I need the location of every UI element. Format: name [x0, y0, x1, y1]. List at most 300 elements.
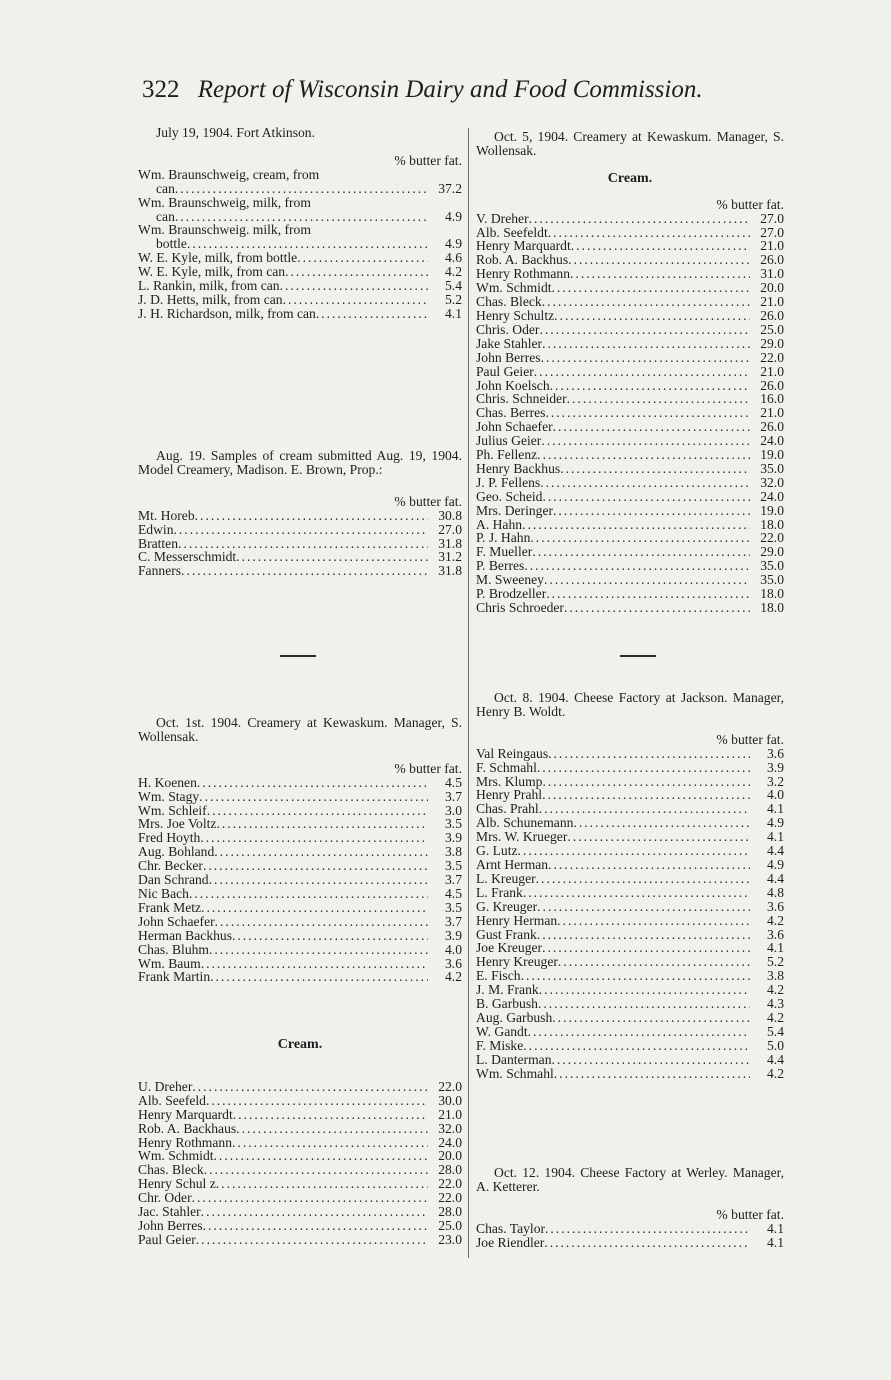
record-name: Julius Geier — [476, 433, 542, 449]
record-row — [476, 872, 784, 886]
section-intro: Oct. 8. 1904. Cheese Factory at Jackson. Manager, Henry B. Woldt. — [476, 690, 784, 719]
leader-dots — [523, 886, 750, 900]
leader-dots — [542, 295, 750, 309]
butter-fat-value: 3.9 — [767, 759, 784, 775]
record-row — [138, 1136, 462, 1150]
butter-fat-value: 4.0 — [767, 787, 784, 803]
butter-fat-value: 4.9 — [767, 856, 784, 872]
record-row — [476, 802, 784, 816]
leader-dots — [210, 970, 428, 984]
record-row — [476, 1067, 784, 1081]
butter-fat-value: 5.4 — [445, 278, 462, 294]
record-name: Aug. Bohland — [138, 844, 215, 860]
butter-fat-value: 24.0 — [760, 433, 784, 449]
record-row — [138, 1177, 462, 1191]
record-name: Chris. Oder — [476, 321, 540, 337]
record-name: Frank Metz — [138, 899, 202, 915]
leader-dots — [537, 900, 750, 914]
record-name: Chas. Berres — [476, 405, 546, 421]
butter-fat-value: 18.0 — [760, 600, 784, 615]
butter-fat-value: 16.0 — [760, 391, 784, 407]
leader-dots — [548, 858, 750, 872]
record-name: bottle — [156, 236, 187, 252]
record-row — [138, 776, 462, 790]
leader-dots — [554, 309, 750, 323]
record-name: can — [156, 208, 175, 224]
butter-fat-value: 4.1 — [767, 1234, 784, 1250]
record-row — [476, 816, 784, 830]
record-row — [476, 226, 784, 240]
section-oct-1 — [138, 716, 462, 984]
butter-fat-value: 21.0 — [760, 238, 784, 254]
record-row — [476, 545, 784, 559]
section-july-19 — [138, 126, 462, 321]
record-row — [476, 337, 784, 351]
column-divider — [468, 128, 469, 1258]
leader-dots — [568, 253, 750, 267]
record-row — [476, 830, 784, 844]
butter-fat-value: 24.0 — [760, 488, 784, 504]
leader-dots — [540, 476, 750, 490]
leader-dots — [552, 281, 750, 295]
leader-dots — [297, 251, 428, 265]
butter-fat-value: 31.0 — [760, 266, 784, 282]
record-name: P. Berres — [476, 558, 525, 574]
butter-fat-value: 23.0 — [438, 1231, 462, 1247]
butter-fat-value: 25.0 — [760, 321, 784, 337]
leader-dots — [542, 490, 750, 504]
leader-dots — [550, 379, 750, 393]
record-row — [138, 943, 462, 957]
butter-fat-value: 3.5 — [445, 816, 462, 832]
record-name: Geo. Scheid — [476, 488, 543, 504]
record-name: Chris Schroeder — [476, 600, 564, 615]
butter-fat-value: 29.0 — [760, 544, 784, 560]
record-row — [476, 775, 784, 789]
record-row — [138, 831, 462, 845]
record-name: L. Kreuger — [476, 870, 536, 886]
record-row — [138, 887, 462, 901]
record-name: Chris. Schneider — [476, 391, 567, 407]
butter-fat-value: 18.0 — [760, 586, 784, 602]
leader-dots — [552, 1053, 751, 1067]
record-name: P. J. Hahn — [476, 530, 531, 546]
leader-dots — [530, 531, 750, 545]
record-row — [138, 523, 462, 537]
page-title: Report of Wisconsin Dairy and Food Commission. — [197, 76, 703, 103]
butter-fat-value: 21.0 — [438, 1106, 462, 1122]
butter-fat-value: 21.0 — [760, 294, 784, 310]
record-row — [476, 559, 784, 573]
record-name: Alb. Seefeldt — [476, 224, 548, 240]
butter-fat-value: 4.1 — [767, 829, 784, 845]
record-name: Herman Backhus — [138, 927, 232, 943]
record-name: John Schaefer — [138, 913, 215, 929]
record-name: Henry Rothmann — [138, 1134, 233, 1150]
section-intro: Oct. 1st. 1904. Creamery at Kewaskum. Manager, S. Wollensak. — [138, 715, 462, 744]
leader-dots — [539, 323, 750, 337]
record-name: Wm. Schmahl — [476, 1065, 554, 1081]
record-list — [476, 1222, 784, 1250]
leader-dots — [192, 1191, 428, 1205]
record-name: H. Koenen — [138, 774, 197, 790]
leader-dots — [521, 969, 750, 983]
record-name: Rob. A. Backhaus — [138, 1120, 237, 1136]
leader-dots — [199, 790, 428, 804]
leader-dots — [542, 775, 750, 789]
leader-dots — [548, 747, 750, 761]
record-name: Henry Schul z — [138, 1176, 216, 1192]
record-row — [476, 941, 784, 955]
page-header — [142, 76, 703, 104]
record-row — [138, 537, 462, 551]
record-row — [476, 761, 784, 775]
butter-fat-value: 4.1 — [767, 940, 784, 956]
section-heading: Cream. — [607, 170, 653, 186]
record-name: J. D. Hetts, milk, from can — [138, 291, 283, 307]
leader-dots — [541, 434, 750, 448]
leader-dots — [545, 406, 750, 420]
record-row — [138, 929, 462, 943]
record-row — [476, 955, 784, 969]
leader-dots — [523, 1039, 750, 1053]
leader-dots — [544, 1236, 750, 1250]
record-name: P. Brodzeller — [476, 586, 547, 602]
record-row — [476, 392, 784, 406]
leader-dots — [558, 955, 750, 969]
record-list — [476, 747, 784, 1081]
leader-dots — [178, 537, 428, 551]
record-row — [138, 845, 462, 859]
leader-dots — [175, 182, 428, 196]
record-name: Chr. Oder — [138, 1190, 192, 1206]
butter-fat-value: 27.0 — [438, 521, 462, 537]
butter-fat-value: 4.2 — [767, 982, 784, 998]
record-row — [476, 1039, 784, 1053]
unit-header: % butter fat. — [394, 760, 462, 776]
record-row — [138, 1094, 462, 1108]
record-name: Val Reingaus — [476, 745, 549, 761]
leader-dots — [522, 518, 750, 532]
record-row — [476, 531, 784, 545]
record-row — [476, 858, 784, 872]
record-row — [476, 573, 784, 587]
record-name: U. Dreher — [138, 1078, 193, 1094]
leader-dots — [553, 420, 750, 434]
leader-dots — [529, 212, 750, 226]
record-name: Wm. Schmidt — [476, 280, 552, 296]
leader-dots — [203, 859, 428, 873]
butter-fat-value: 3.6 — [767, 898, 784, 914]
butter-fat-value: 24.0 — [438, 1134, 462, 1150]
leader-dots — [537, 928, 750, 942]
record-name: John Schaefer — [476, 419, 553, 435]
record-name: Chr. Becker — [138, 858, 203, 874]
record-name: Chas. Prahl — [476, 801, 539, 817]
record-name: C. Messerschmidt — [138, 549, 237, 565]
leader-dots — [207, 804, 428, 818]
record-row — [476, 1236, 784, 1250]
record-name: Edwin — [138, 521, 174, 537]
butter-fat-value: 30.0 — [438, 1092, 462, 1108]
butter-fat-value: 5.4 — [767, 1023, 784, 1039]
record-row — [138, 251, 462, 265]
butter-fat-value: 3.5 — [445, 858, 462, 874]
butter-fat-value: 5.0 — [767, 1037, 784, 1053]
butter-fat-value: 4.5 — [445, 885, 462, 901]
record-name: Jake Stahler — [476, 335, 543, 351]
leader-dots — [192, 1080, 428, 1094]
record-name: John Berres — [476, 349, 541, 365]
leader-dots — [232, 929, 428, 943]
leader-dots — [518, 844, 750, 858]
record-name: Joe Riendler — [476, 1234, 545, 1250]
record-name: John Berres — [138, 1217, 203, 1233]
section-oct-12 — [476, 1166, 784, 1250]
record-name: W. Gandt — [476, 1023, 528, 1039]
butter-fat-value: 26.0 — [760, 307, 784, 323]
record-row — [476, 490, 784, 504]
leader-dots — [200, 831, 428, 845]
record-name: Fred Hoyth — [138, 830, 201, 846]
record-row — [138, 915, 462, 929]
record-row — [476, 267, 784, 281]
butter-fat-value: 20.0 — [760, 280, 784, 296]
record-name: F. Schmahl — [476, 759, 537, 775]
record-name: Dan Schrand — [138, 872, 209, 888]
leader-dots — [532, 545, 750, 559]
leader-dots — [203, 1219, 428, 1233]
butter-fat-value: 4.2 — [445, 264, 462, 280]
butter-fat-value: 3.6 — [767, 926, 784, 942]
leader-dots — [206, 1094, 428, 1108]
butter-fat-value: 27.0 — [760, 210, 784, 226]
record-name: Jac. Stahler — [138, 1204, 201, 1220]
record-row — [138, 804, 462, 818]
record-row — [476, 900, 784, 914]
leader-dots — [196, 1233, 428, 1247]
butter-fat-value: 4.0 — [445, 941, 462, 957]
leader-dots — [536, 872, 750, 886]
record-row — [476, 969, 784, 983]
leader-dots — [216, 1177, 428, 1191]
record-name: Mrs. Klump — [476, 773, 543, 789]
section-aug-19 — [138, 449, 462, 578]
record-name: J. P. Fellens — [476, 474, 541, 490]
leader-dots — [537, 448, 750, 462]
leader-dots — [552, 1011, 750, 1025]
record-name: Henry Marquardt — [476, 238, 571, 254]
butter-fat-value: 35.0 — [760, 558, 784, 574]
record-name: Bratten — [138, 535, 179, 551]
butter-fat-value: 22.0 — [760, 349, 784, 365]
leader-dots — [541, 351, 750, 365]
leader-dots — [570, 267, 750, 281]
record-name: Chas. Bleck — [476, 294, 542, 310]
section-separator — [280, 655, 316, 657]
record-row — [476, 1053, 784, 1067]
leader-dots — [285, 265, 428, 279]
record-row — [138, 1149, 462, 1163]
butter-fat-value: 4.2 — [767, 1065, 784, 1081]
record-row — [138, 564, 462, 578]
butter-fat-value: 4.1 — [767, 801, 784, 817]
leader-dots — [232, 1136, 428, 1150]
butter-fat-value: 19.0 — [760, 447, 784, 463]
butter-fat-value: 3.7 — [445, 872, 462, 888]
record-row — [476, 309, 784, 323]
record-row — [476, 886, 784, 900]
leader-dots — [201, 957, 428, 971]
record-row — [138, 1191, 462, 1205]
record-row — [476, 476, 784, 490]
leader-dots — [553, 504, 750, 518]
record-list — [476, 212, 784, 615]
butter-fat-value: 37.2 — [438, 180, 462, 196]
record-row — [476, 365, 784, 379]
butter-fat-value: 26.0 — [760, 252, 784, 268]
record-name: L. Frank — [476, 884, 523, 900]
record-name: can — [156, 180, 175, 196]
unit-header: % butter fat. — [716, 196, 784, 212]
record-row — [138, 1080, 462, 1094]
leader-dots — [567, 392, 750, 406]
record-row — [138, 237, 462, 251]
record-name-line: Wm. Braunschweig, cream, from — [138, 166, 320, 182]
leader-dots — [567, 830, 750, 844]
record-name: L. Danterman — [476, 1051, 552, 1067]
record-name: V. Dreher — [476, 210, 529, 226]
record-row — [138, 790, 462, 804]
record-row — [138, 1122, 462, 1136]
leader-dots — [573, 816, 750, 830]
butter-fat-value: 5.2 — [445, 291, 462, 307]
record-row — [476, 420, 784, 434]
leader-dots — [571, 239, 750, 253]
leader-dots — [216, 817, 428, 831]
butter-fat-value: 4.9 — [767, 815, 784, 831]
butter-fat-value: 35.0 — [760, 572, 784, 588]
record-row — [138, 293, 462, 307]
butter-fat-value: 4.3 — [767, 996, 784, 1012]
record-name: Henry Prahl — [476, 787, 543, 803]
butter-fat-value: 3.5 — [445, 899, 462, 915]
butter-fat-value: 3.7 — [445, 788, 462, 804]
record-name: L. Rankin, milk, from can — [138, 278, 280, 294]
record-name: M. Sweeney — [476, 572, 544, 588]
record-name: Henry Herman — [476, 912, 558, 928]
butter-fat-value: 20.0 — [438, 1148, 462, 1164]
record-name: Wm. Schmidt — [138, 1148, 214, 1164]
record-row — [138, 1163, 462, 1177]
record-name-line: Wm. Braunschweig, milk, from — [138, 194, 311, 210]
record-name: G. Kreuger — [476, 898, 538, 914]
butter-fat-value: 3.7 — [445, 913, 462, 929]
butter-fat-value: 30.8 — [438, 507, 462, 523]
record-name: J. M. Frank — [476, 982, 539, 998]
record-row — [138, 307, 462, 321]
record-name: Nic Bach — [138, 885, 189, 901]
butter-fat-value: 25.0 — [438, 1217, 462, 1233]
leader-dots — [528, 1025, 750, 1039]
section-heading: Cream. — [277, 1037, 323, 1052]
butter-fat-value: 27.0 — [760, 224, 784, 240]
leader-dots — [560, 462, 750, 476]
leader-dots — [204, 1163, 428, 1177]
record-row — [138, 279, 462, 293]
record-row — [476, 406, 784, 420]
leader-dots — [175, 210, 428, 224]
record-row — [476, 239, 784, 253]
leader-dots — [189, 887, 428, 901]
record-list — [138, 168, 462, 321]
record-row — [476, 914, 784, 928]
leader-dots — [539, 802, 750, 816]
record-row — [476, 379, 784, 393]
record-name: Mrs. W. Krueger — [476, 829, 568, 845]
leader-dots — [195, 509, 428, 523]
butter-fat-value: 3.2 — [767, 773, 784, 789]
butter-fat-value: 4.1 — [767, 1220, 784, 1236]
butter-fat-value: 4.4 — [767, 843, 784, 859]
leader-dots — [557, 914, 750, 928]
leader-dots — [187, 237, 428, 251]
record-name: Mrs. Deringer — [476, 502, 554, 518]
record-row — [138, 1108, 462, 1122]
record-list — [138, 509, 462, 579]
record-name: Paul Geier — [476, 363, 534, 379]
record-row — [138, 509, 462, 523]
record-name: J. H. Richardson, milk, from can — [138, 305, 316, 321]
record-name: W. E. Kyle, milk, from bottle — [138, 250, 298, 266]
section-cream-left — [138, 1038, 462, 1247]
leader-dots — [280, 279, 428, 293]
leader-dots — [542, 941, 750, 955]
record-row — [138, 859, 462, 873]
record-name: Henry Marquardt — [138, 1106, 233, 1122]
section-oct-8 — [476, 691, 784, 1080]
record-row — [138, 817, 462, 831]
butter-fat-value: 18.0 — [760, 516, 784, 532]
leader-dots — [174, 523, 429, 537]
record-row — [476, 323, 784, 337]
leader-dots — [201, 1205, 428, 1219]
butter-fat-value: 22.0 — [438, 1078, 462, 1094]
butter-fat-value: 5.2 — [767, 954, 784, 970]
leader-dots — [542, 337, 750, 351]
record-row — [138, 970, 462, 984]
leader-dots — [215, 915, 428, 929]
record-row — [476, 601, 784, 615]
record-row — [476, 253, 784, 267]
butter-fat-value: 4.5 — [445, 774, 462, 790]
butter-fat-value: 28.0 — [438, 1162, 462, 1178]
butter-fat-value: 4.8 — [767, 884, 784, 900]
butter-fat-value: 3.9 — [445, 830, 462, 846]
record-name: Ph. Fellenz — [476, 447, 538, 463]
record-row — [138, 901, 462, 915]
butter-fat-value: 22.0 — [438, 1176, 462, 1192]
record-row — [476, 844, 784, 858]
record-name: Rob. A. Backhus — [476, 252, 569, 268]
leader-dots — [214, 845, 428, 859]
butter-fat-value: 4.4 — [767, 870, 784, 886]
record-name: Mt. Horeb — [138, 507, 195, 523]
section-intro: Oct. 12. 1904. Cheese Factory at Werley. Manager, A. Ketterer. — [476, 1165, 784, 1194]
section-intro: Oct. 5, 1904. Creamery at Kewaskum. Manager, S. Wollensak. — [476, 129, 784, 158]
record-row — [138, 873, 462, 887]
record-row — [476, 747, 784, 761]
